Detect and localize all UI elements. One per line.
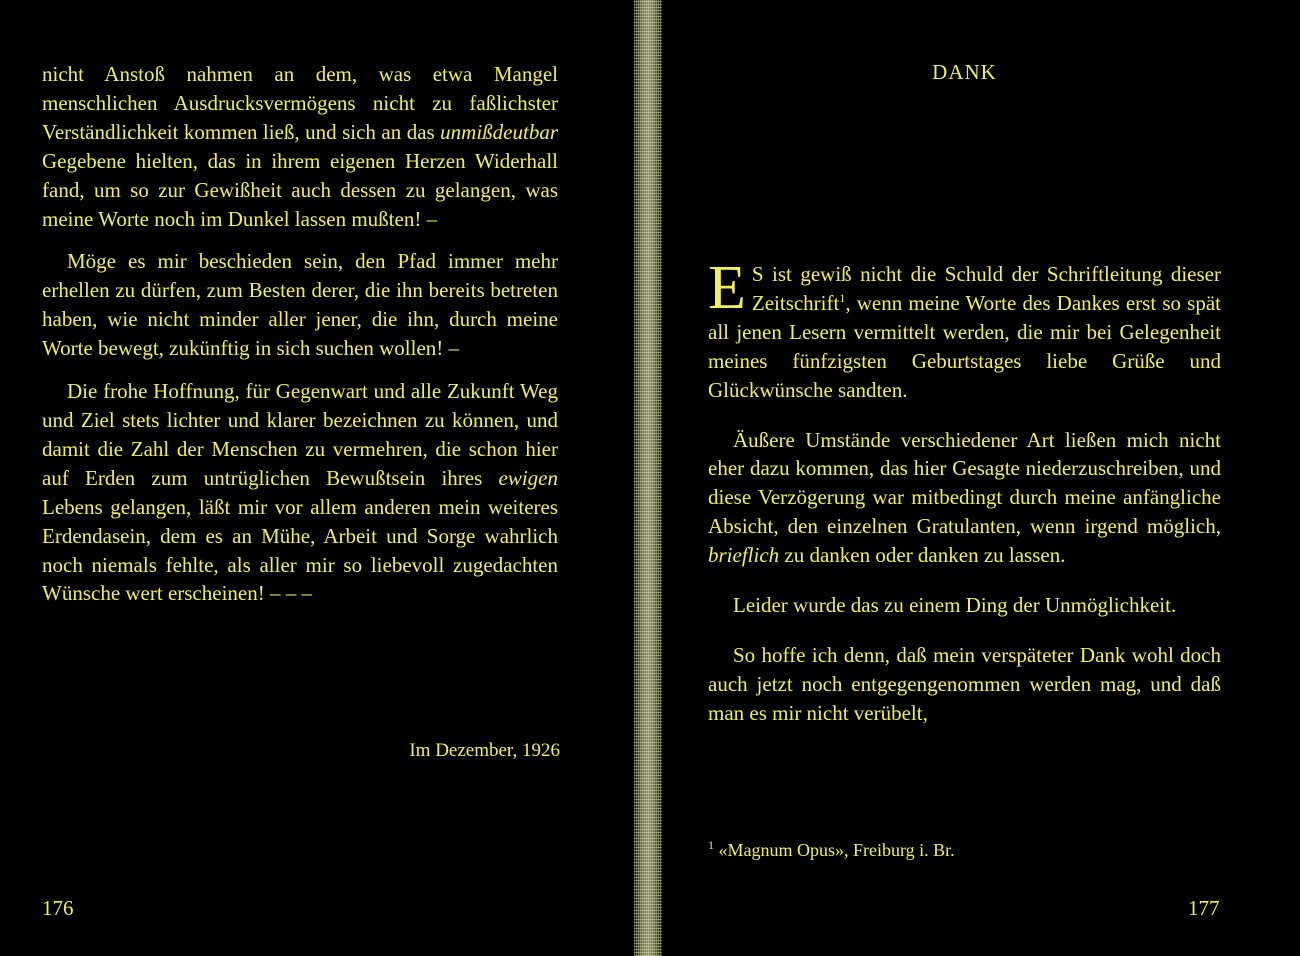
right-paragraph-1 xyxy=(708,254,1221,405)
footnote-mark: 1 xyxy=(708,838,714,852)
left-paragraph-3 xyxy=(42,377,558,608)
text-span: So hoffe ich denn, daß mein verspäteter Dank wohl doch auch jetzt noch entgegengenommen werden mag, und daß man es mir nicht verübelt, xyxy=(708,642,1221,725)
text-span: S ist gewiß nicht die Schuld der Schriftleitung dieser Zeitschrift xyxy=(751,262,1221,315)
right-paragraph-3 xyxy=(708,591,1221,620)
text-span: Leider wurde das zu einem Ding der Unmöglichkeit. xyxy=(733,593,1177,618)
text-span: Lebens gelangen, läßt mir vor allem anderen mein weiteres Erdendasein, dem es an Mühe, Arbeit und Sorge wahrlich noch niemals fehlte, als aller mir so liebevoll zugedachten Wünsche wert erscheinen! – – – xyxy=(42,494,558,606)
footnote xyxy=(708,840,1221,861)
left-page xyxy=(0,0,632,956)
footnote-reference[interactable]: 1 xyxy=(839,290,846,305)
text-span: zu danken oder danken zu lassen. xyxy=(779,543,1066,568)
text-span: nicht Anstoß nahmen an dem, was etwa Mangel menschlichen Ausdrucksvermögens nicht zu faßlichster Verständlichkeit kommen ließ, und sich an das xyxy=(42,62,558,144)
drop-cap: E xyxy=(708,254,746,322)
footnote-text: «Magnum Opus», Freiburg i. Br. xyxy=(718,840,955,860)
text-span: Die frohe Hoffnung, für Gegenwart und alle Zukunft Weg und Ziel stets lichter und klarer bezeichnen zu können, und damit die Zahl der Menschen zu vermehren, die schon hier auf Erden zum untrüglichen Bewußtsein ihres xyxy=(42,379,558,490)
left-paragraph-2 xyxy=(42,247,558,363)
emphasis-span: ewigen xyxy=(498,465,558,490)
text-span: Möge es mir beschieden sein, den Pfad immer mehr erhellen zu dürfen, zum Besten derer, die ihn bereits betreten haben, wie nicht minder aller jener, die ihn, durch meine Worte bewegt, zukünftig in sich suchen wollen! – xyxy=(42,249,558,361)
right-paragraph-2 xyxy=(708,426,1221,571)
book-gutter xyxy=(634,0,662,956)
left-page-body xyxy=(42,60,558,608)
right-page-body xyxy=(708,254,1221,728)
left-paragraph-1 xyxy=(42,60,558,233)
page-number-left: 176 xyxy=(42,896,74,920)
page-number-right: 177 xyxy=(1188,896,1220,920)
text-span: Gegebene hielten, das in ihrem eigenen Herzen Widerhall fand, um so zur Gewißheit auch dessen zu gelangen, was meine Worte noch im Dunkel lassen mußten! – xyxy=(42,148,558,231)
text-span: Äußere Umstände verschiedener Art ließen mich nicht eher dazu kommen, das hier Gesagte niederzuschreiben, und diese Verzögerung war mitbedingt durch meine anfängliche Absicht, den einzelnen Gratulanten, wenn irgend möglich, xyxy=(708,427,1221,539)
emphasis-span: unmißdeutbar xyxy=(440,119,558,144)
date-line: Im Dezember, 1926 xyxy=(409,740,560,761)
emphasis-span: brieflich xyxy=(708,543,780,568)
chapter-heading: DANK xyxy=(932,60,997,84)
text-span: , wenn meine Worte des Dankes erst so spät all jenen Lesern vermittelt werden, die mir bei Gelegenheit meines fünfzigsten Geburtstages liebe Grüße und Glückwünsche sandten. xyxy=(708,290,1221,402)
right-paragraph-4 xyxy=(708,641,1221,728)
